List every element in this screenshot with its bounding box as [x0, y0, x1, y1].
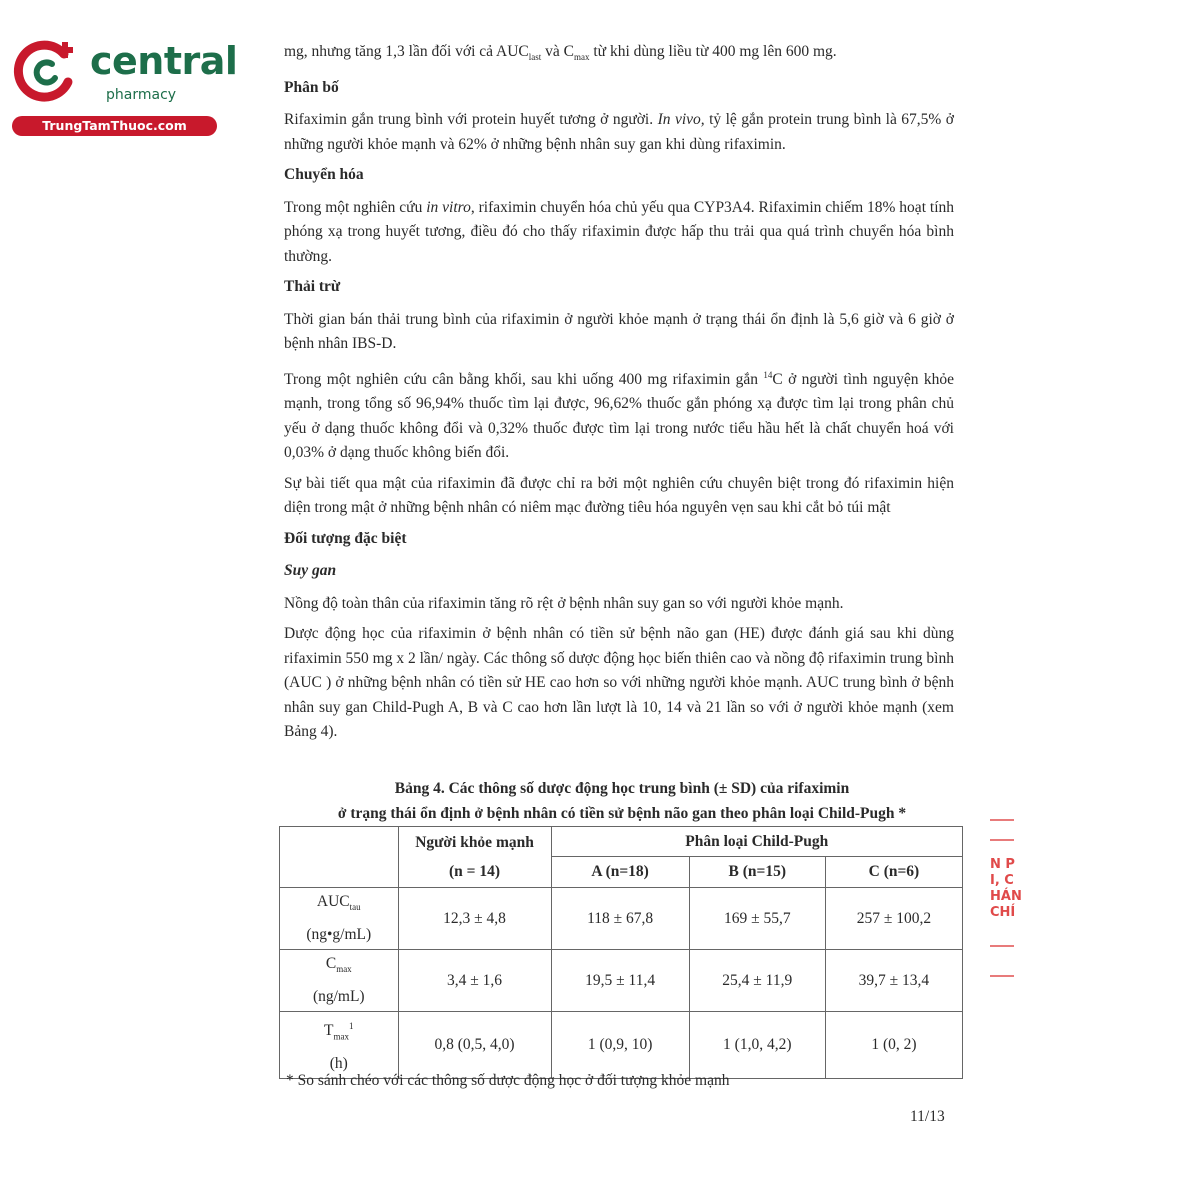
central-pharmacy-logo-icon: [12, 38, 78, 104]
cell-auc-c: 257 ± 100,2: [825, 888, 962, 950]
brand-subtitle: pharmacy: [106, 87, 177, 103]
row-label-auc: $AUC_{tau}$ (ng•g/mL): [280, 888, 399, 950]
heading-special-populations: Đối tượng đặc biệt: [284, 529, 407, 547]
pk-table: [279, 826, 963, 1079]
col-header-healthy-line1: Người khỏe mạnh: [415, 834, 534, 851]
cell-tmax-a: 1 (0,9, 10): [551, 1012, 689, 1079]
table-row: [280, 888, 963, 950]
stamp-line: [990, 839, 1014, 841]
brand-name: central: [90, 39, 238, 83]
col-header-childpugh: Phân loại Child-Pugh: [551, 827, 962, 857]
col-header-a: A (n=18): [551, 857, 689, 888]
stamp-fragment: [990, 815, 1022, 995]
paragraph-metabolism: Trong một nghiên cứu in vitro, rifaximin chuyển hóa chủ yếu qua CYP3A4. Rifaximin chiếm 18% hoạt tính phóng xạ trong huyết tương, điều đó cho thấy rifaximin được hấp thu trải qua quá trình chuyển hóa bình thường.: [284, 198, 954, 265]
col-header-b: B (n=15): [689, 857, 825, 888]
table-corner-cell: [280, 827, 399, 888]
cell-tmax-b: 1 (1,0, 4,2): [689, 1012, 825, 1079]
paragraph-elimination-1: Thời gian bán thải trung bình của rifaximin ở người khỏe mạnh ở trạng thái ổn định là 5,6 giờ và 6 giờ ở bệnh nhân IBS-D.: [284, 310, 954, 353]
row-label-tmax: $T_{max}^1$ (h): [280, 1012, 399, 1079]
brand-logo: [8, 36, 238, 136]
cell-tmax-c: 1 (0, 2): [825, 1012, 962, 1079]
heading-elimination: Thải trừ: [284, 278, 341, 296]
cell-tmax-healthy: 0,8 (0,5, 4,0): [398, 1012, 551, 1079]
heading-hepatic-impairment: Suy gan: [284, 562, 337, 580]
paragraph-hepatic-1: Nồng độ toàn thân của rifaximin tăng rõ rệt ở bệnh nhân suy gan so với người khỏe mạnh.: [284, 594, 844, 612]
cell-cmax-b: 25,4 ± 11,9: [689, 950, 825, 1012]
cell-cmax-healthy: 3,4 ± 1,6: [398, 950, 551, 1012]
table-row: [280, 950, 963, 1012]
row-label-cmax: $C_{max}$ (ng/mL): [280, 950, 399, 1012]
heading-metabolism: Chuyển hóa: [284, 166, 364, 184]
cell-auc-healthy: 12,3 ± 4,8: [398, 888, 551, 950]
cell-auc-a: 118 ± 67,8: [551, 888, 689, 950]
table-caption-line-1: Bảng 4. Các thông số dược động học trung bình (± SD) của rifaximin: [394, 780, 850, 797]
cell-cmax-a: 19,5 ± 11,4: [551, 950, 689, 1012]
stamp-line: [990, 945, 1014, 947]
table-footnote: * So sánh chéo với các thông số dược động học ở đối tượng khỏe mạnh: [286, 1072, 730, 1089]
table-caption-line-2: ở trạng thái ổn định ở bệnh nhân có tiền sử bệnh não gan theo phân loại Child-Pugh *: [337, 805, 907, 822]
stamp-text: N P I, C HÁN CHÍ: [990, 857, 1022, 920]
col-header-healthy-line2: (n = 14): [449, 863, 501, 880]
heading-distribution: Phân bố: [284, 78, 339, 96]
paragraph-elimination-2: Trong một nghiên cứu cân bằng khối, sau khi uống 400 mg rifaximin gắn $^{14}$C ở người tình nguyện khỏe mạnh, trong tổng số 96,94% thuốc tìm lại được, 96,62% thuốc gắn phóng xạ được tìm lại trong phân chủ yếu ở dạng thuốc không đổi và 0,32% thuốc được tìm lại trong nước tiểu hầu hết là chất chuyển hoá với 0,03% ở dạng thuốc không biến đổi.: [284, 369, 954, 462]
paragraph-distribution: Rifaximin gắn trung bình với protein huyết tương ở người. In vivo, tỷ lệ gắn protein trung bình là 67,5% ở những người khỏe mạnh và 62% ở những bệnh nhân suy gan khi dùng rifaximin.: [284, 111, 954, 153]
col-header-healthy: [398, 827, 551, 888]
paragraph-elimination-3: Sự bài tiết qua mật của rifaximin đã được chỉ ra bởi một nghiên cứu chuyên biệt trong đó rifaximin hiện diện trong mật ở những bệnh nhân có niêm mạc đường tiêu hóa nguyên vẹn sau khi cắt bỏ túi mật: [284, 474, 954, 517]
paragraph-hepatic-2: Dược động học của rifaximin ở bệnh nhân có tiền sử bệnh não gan (HE) được đánh giá sau khi dùng rifaximin 550 mg x 2 lần/ ngày. Các thông số dược động học biến thiên cao và nồng độ rifaximin trung bình (AUC ) ở những bệnh nhân có tiền sử HE cao hơn so với những người khỏe mạnh. AUC trung bình ở bệnh nhân suy gan Child-Pugh A, B và C cao hơn lần lượt là 10, 14 và 21 lần so với ở người khỏe mạnh (xem Bảng 4).: [284, 625, 954, 741]
page-number: 11/13: [910, 1108, 945, 1125]
col-header-c: C (n=6): [825, 857, 962, 888]
brand-site-banner[interactable]: TrungTamThuoc.com: [12, 116, 217, 136]
stamp-line: [990, 975, 1014, 977]
paragraph-dose: mg, nhưng tăng 1,3 lần đối với cả $AUC_{last}$ và $C_{max}$ từ khi dùng liều từ 400 mg lên 600 mg.: [284, 43, 837, 63]
table-row: [280, 1012, 963, 1079]
cell-cmax-c: 39,7 ± 13,4: [825, 950, 962, 1012]
stamp-line: [990, 819, 1014, 821]
cell-auc-b: 169 ± 55,7: [689, 888, 825, 950]
table-caption: [280, 776, 964, 826]
document-body: [284, 40, 954, 751]
